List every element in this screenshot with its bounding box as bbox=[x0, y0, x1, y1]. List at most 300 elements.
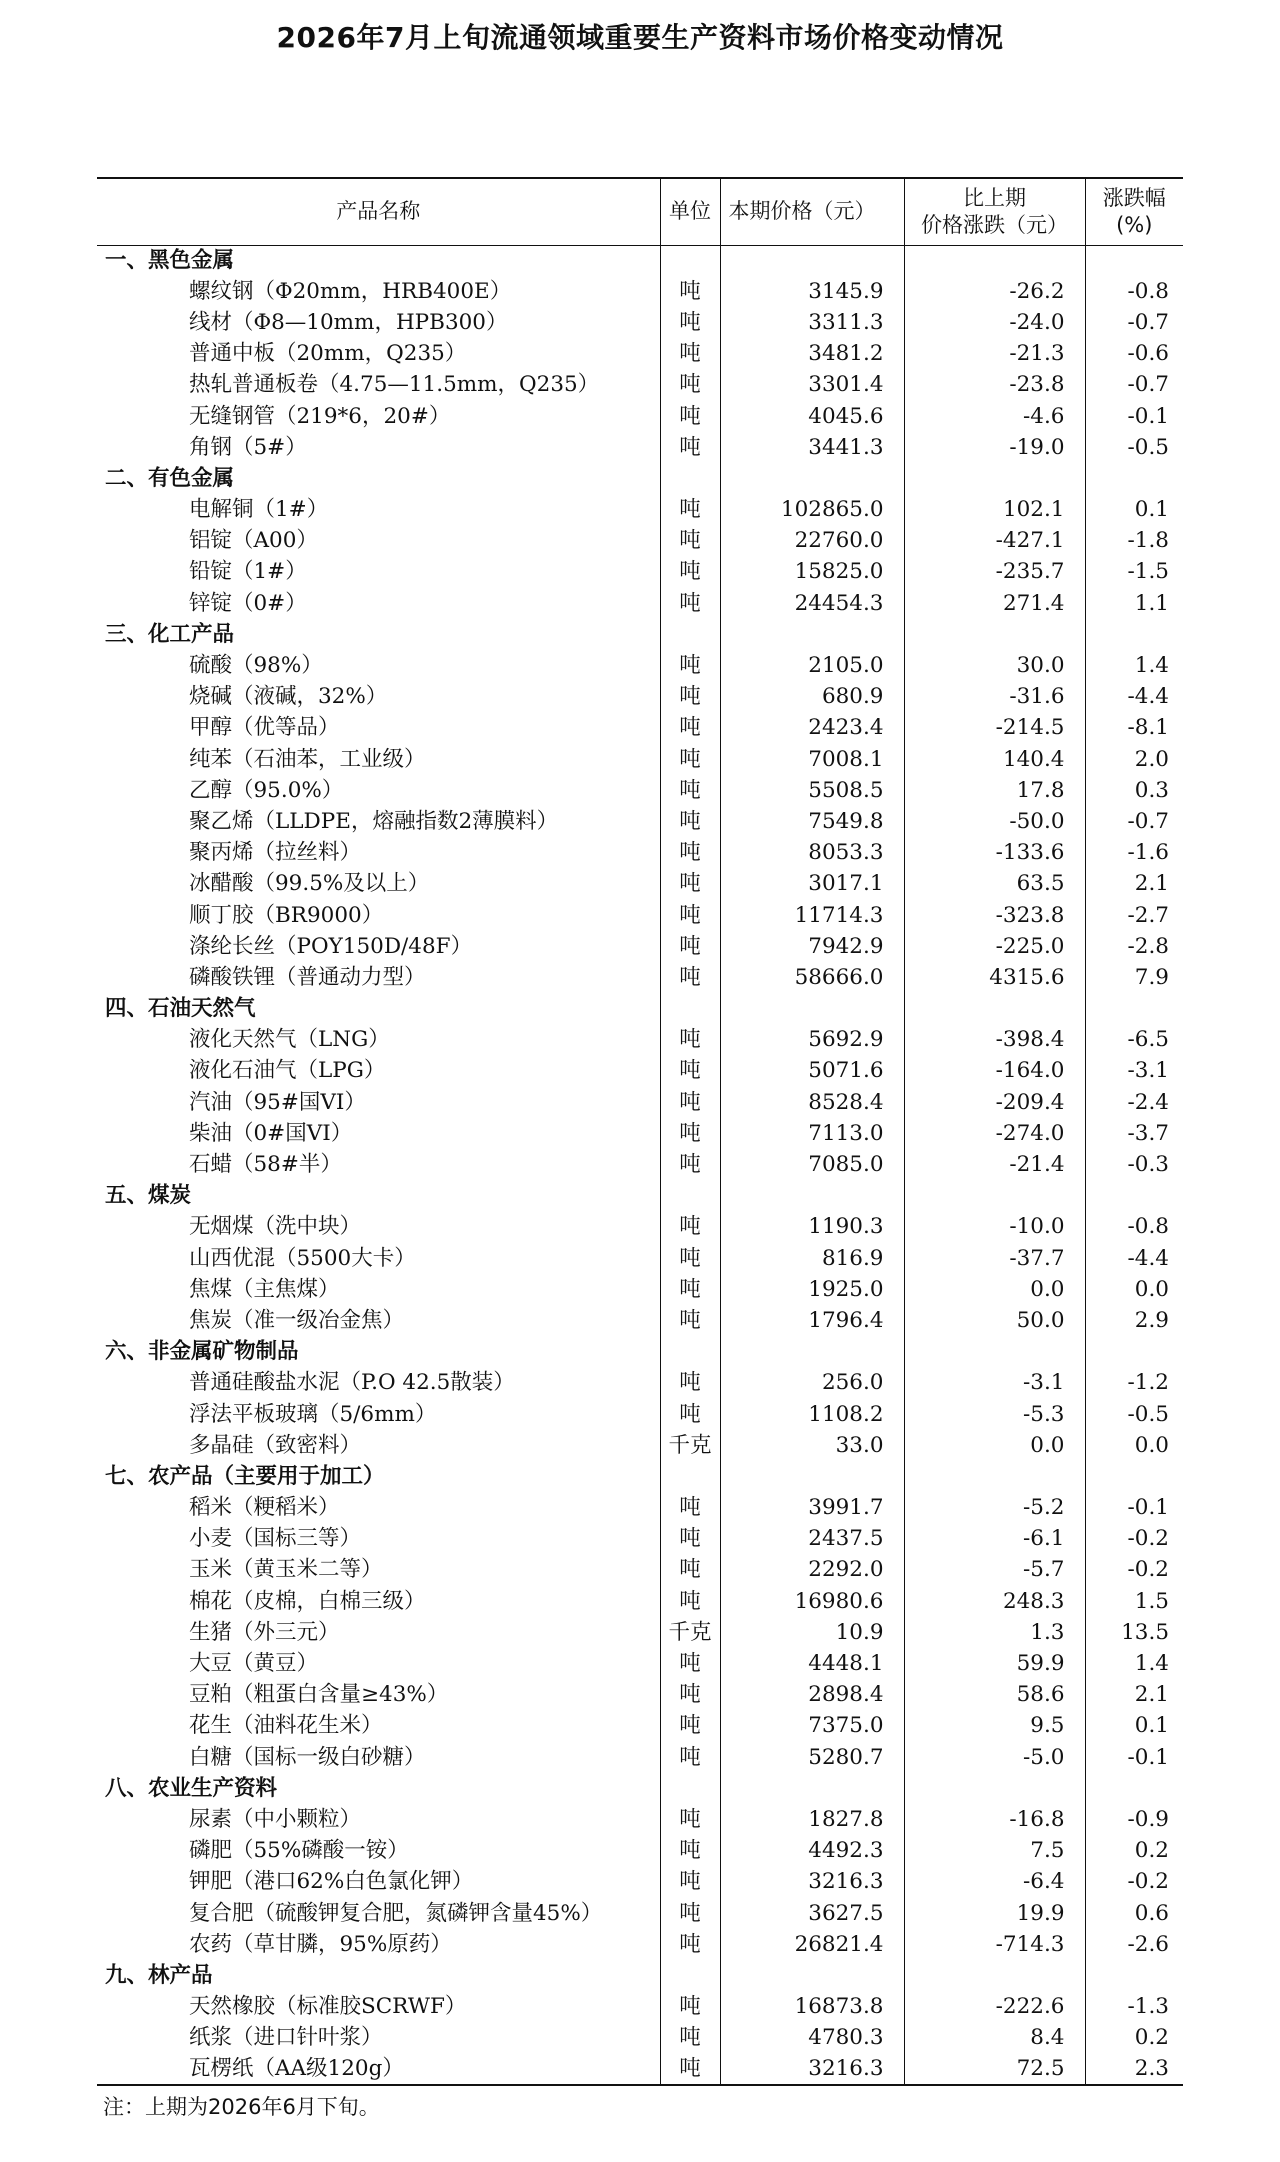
change-cell: 248.3 bbox=[904, 1586, 1085, 1617]
product-name: 花生（油料花生米） bbox=[97, 1711, 660, 1742]
table-row bbox=[97, 838, 1183, 869]
price-cell: 58666.0 bbox=[720, 962, 904, 993]
unit-cell: 吨 bbox=[660, 1867, 720, 1898]
pct-cell: 2.0 bbox=[1134, 746, 1169, 772]
price-cell: 4448.1 bbox=[720, 1648, 904, 1679]
price-cell: 26821.4 bbox=[720, 1929, 904, 1960]
pct-cell: -0.9 bbox=[1127, 1806, 1169, 1832]
pct-cell: 7.9 bbox=[1134, 964, 1169, 990]
pct-cell: -0.1 bbox=[1127, 1744, 1169, 1770]
table-row bbox=[97, 744, 1183, 775]
unit-cell: 吨 bbox=[660, 557, 720, 588]
table-row bbox=[97, 1742, 1183, 1773]
pct-cell: -2.8 bbox=[1127, 933, 1169, 959]
unit-cell: 吨 bbox=[660, 1025, 720, 1056]
product-name: 浮法平板玻璃（5/6mm） bbox=[97, 1399, 660, 1430]
pct-cell: 1.4 bbox=[1134, 653, 1169, 679]
price-cell: 1796.4 bbox=[720, 1305, 904, 1336]
empty-cell bbox=[720, 1337, 904, 1368]
price-cell: 1190.3 bbox=[720, 1212, 904, 1243]
product-name: 涤纶长丝（POY150D/48F） bbox=[97, 931, 660, 962]
unit-cell: 吨 bbox=[660, 1836, 720, 1867]
table-row bbox=[97, 495, 1183, 526]
price-cell: 10.9 bbox=[720, 1617, 904, 1648]
table-row bbox=[97, 432, 1183, 463]
product-name: 铅锭（1#） bbox=[97, 557, 660, 588]
table-header bbox=[97, 178, 1183, 245]
pct-cell: 0.1 bbox=[1134, 497, 1169, 523]
pct-cell: -3.1 bbox=[1127, 1058, 1169, 1084]
change-cell: 63.5 bbox=[904, 869, 1085, 900]
change-cell: -6.4 bbox=[904, 1867, 1085, 1898]
change-cell: 1.3 bbox=[904, 1617, 1085, 1648]
pct-cell: -0.1 bbox=[1127, 403, 1169, 429]
price-cell: 1827.8 bbox=[720, 1804, 904, 1835]
table-row bbox=[97, 682, 1183, 713]
change-cell: -323.8 bbox=[904, 900, 1085, 931]
unit-cell: 吨 bbox=[660, 838, 720, 869]
unit-cell: 吨 bbox=[660, 1056, 720, 1087]
table-row bbox=[97, 1305, 1183, 1336]
table-row bbox=[97, 869, 1183, 900]
empty-cell bbox=[660, 1337, 720, 1368]
change-cell: 8.4 bbox=[904, 2023, 1085, 2054]
unit-cell: 吨 bbox=[660, 1212, 720, 1243]
empty-cell bbox=[660, 463, 720, 494]
unit-cell: 吨 bbox=[660, 1804, 720, 1835]
table-row bbox=[97, 900, 1183, 931]
table-row bbox=[97, 806, 1183, 837]
price-cell: 3991.7 bbox=[720, 1493, 904, 1524]
empty-cell bbox=[1085, 1461, 1183, 1492]
product-name: 白糖（国标一级白砂糖） bbox=[97, 1742, 660, 1773]
header-price: 本期价格（元） bbox=[720, 178, 904, 245]
product-name: 小麦（国标三等） bbox=[97, 1524, 660, 1555]
price-cell: 7375.0 bbox=[720, 1711, 904, 1742]
unit-cell: 吨 bbox=[660, 339, 720, 370]
unit-cell: 吨 bbox=[660, 588, 720, 619]
table-row bbox=[97, 1711, 1183, 1742]
pct-cell: 0.0 bbox=[1134, 1276, 1169, 1302]
table-row bbox=[97, 1555, 1183, 1586]
table-row bbox=[97, 1867, 1183, 1898]
unit-cell: 吨 bbox=[660, 1929, 720, 1960]
header-change bbox=[904, 178, 1085, 245]
unit-cell: 吨 bbox=[660, 307, 720, 338]
empty-cell bbox=[1085, 1181, 1183, 1212]
product-name: 汽油（95#国VI） bbox=[97, 1087, 660, 1118]
change-cell: -31.6 bbox=[904, 682, 1085, 713]
empty-cell bbox=[660, 1960, 720, 1991]
unit-cell: 吨 bbox=[660, 1399, 720, 1430]
change-cell: -209.4 bbox=[904, 1087, 1085, 1118]
price-cell: 2105.0 bbox=[720, 650, 904, 681]
price-cell: 7085.0 bbox=[720, 1149, 904, 1180]
pct-cell: 0.3 bbox=[1134, 777, 1169, 803]
pct-cell: 2.3 bbox=[1085, 2054, 1183, 2085]
change-cell: -5.7 bbox=[904, 1555, 1085, 1586]
change-cell: -5.0 bbox=[904, 1742, 1085, 1773]
change-cell: -50.0 bbox=[904, 806, 1085, 837]
empty-cell bbox=[904, 994, 1085, 1025]
change-cell: -427.1 bbox=[904, 526, 1085, 557]
change-cell: -398.4 bbox=[904, 1025, 1085, 1056]
table-row bbox=[97, 276, 1183, 307]
pct-cell: -0.7 bbox=[1127, 309, 1169, 335]
empty-cell bbox=[660, 1461, 720, 1492]
table-body bbox=[97, 245, 1183, 2085]
price-cell: 1108.2 bbox=[720, 1399, 904, 1430]
product-name: 锌锭（0#） bbox=[97, 588, 660, 619]
pct-cell: 2.1 bbox=[1134, 871, 1169, 897]
table-row bbox=[97, 2054, 1183, 2085]
price-cell: 5692.9 bbox=[720, 1025, 904, 1056]
table-row bbox=[97, 1056, 1183, 1087]
change-cell: 0.0 bbox=[904, 1274, 1085, 1305]
price-cell: 5071.6 bbox=[720, 1056, 904, 1087]
unit-cell: 吨 bbox=[660, 1992, 720, 2023]
unit-cell: 吨 bbox=[660, 1493, 720, 1524]
product-name: 冰醋酸（99.5%及以上） bbox=[97, 869, 660, 900]
product-name: 石蜡（58#半） bbox=[97, 1149, 660, 1180]
change-cell: -5.2 bbox=[904, 1493, 1085, 1524]
product-name: 纸浆（进口针叶浆） bbox=[97, 2023, 660, 2054]
unit-cell: 吨 bbox=[660, 276, 720, 307]
product-name: 普通中板（20mm，Q235） bbox=[97, 339, 660, 370]
pct-cell: -1.5 bbox=[1127, 559, 1169, 585]
pct-cell: -8.1 bbox=[1127, 715, 1169, 741]
product-name: 豆粕（粗蛋白含量≥43%） bbox=[97, 1680, 660, 1711]
price-cell: 3216.3 bbox=[720, 2054, 904, 2085]
table-row bbox=[97, 1648, 1183, 1679]
product-name: 焦煤（主焦煤） bbox=[97, 1274, 660, 1305]
change-cell: -714.3 bbox=[904, 1929, 1085, 1960]
empty-cell bbox=[904, 1960, 1085, 1991]
price-cell: 7113.0 bbox=[720, 1118, 904, 1149]
product-name: 尿素（中小颗粒） bbox=[97, 1804, 660, 1835]
price-cell: 5280.7 bbox=[720, 1742, 904, 1773]
pct-cell: -3.7 bbox=[1127, 1120, 1169, 1146]
section-row bbox=[97, 1960, 1183, 1991]
price-cell: 2437.5 bbox=[720, 1524, 904, 1555]
price-table bbox=[97, 177, 1183, 2086]
change-cell: -23.8 bbox=[904, 370, 1085, 401]
pct-cell: -0.5 bbox=[1127, 1401, 1169, 1427]
product-name: 稻米（粳稻米） bbox=[97, 1493, 660, 1524]
product-name: 无烟煤（洗中块） bbox=[97, 1212, 660, 1243]
pct-cell: -0.7 bbox=[1127, 808, 1169, 834]
price-cell: 2898.4 bbox=[720, 1680, 904, 1711]
table-row bbox=[97, 1617, 1183, 1648]
change-cell: 19.9 bbox=[904, 1898, 1085, 1929]
unit-cell: 吨 bbox=[660, 1648, 720, 1679]
pct-cell: -0.2 bbox=[1127, 1869, 1169, 1895]
pct-cell: -0.3 bbox=[1127, 1152, 1169, 1178]
unit-cell: 吨 bbox=[660, 1742, 720, 1773]
unit-cell: 吨 bbox=[660, 650, 720, 681]
product-name: 乙醇（95.0%） bbox=[97, 775, 660, 806]
unit-cell: 吨 bbox=[660, 1149, 720, 1180]
pct-cell: 2.1 bbox=[1134, 1682, 1169, 1708]
table-row bbox=[97, 2023, 1183, 2054]
price-cell: 24454.3 bbox=[720, 588, 904, 619]
product-name: 玉米（黄玉米二等） bbox=[97, 1555, 660, 1586]
price-cell: 15825.0 bbox=[720, 557, 904, 588]
table-row bbox=[97, 1992, 1183, 2023]
section-row bbox=[97, 619, 1183, 650]
header-pct-line2: (%) bbox=[1116, 212, 1153, 237]
price-cell: 3627.5 bbox=[720, 1898, 904, 1929]
section-row bbox=[97, 1337, 1183, 1368]
section-row bbox=[97, 1461, 1183, 1492]
unit-cell: 吨 bbox=[660, 1898, 720, 1929]
footnote: 注：上期为2026年6月下旬。 bbox=[103, 2095, 380, 2119]
table-row bbox=[97, 1524, 1183, 1555]
change-cell: -21.3 bbox=[904, 339, 1085, 370]
pct-cell: -0.7 bbox=[1127, 372, 1169, 398]
pct-cell: -2.4 bbox=[1127, 1089, 1169, 1115]
change-cell: 72.5 bbox=[904, 2054, 1085, 2085]
change-cell: -222.6 bbox=[904, 1992, 1085, 2023]
section-row bbox=[97, 1773, 1183, 1804]
empty-cell bbox=[1085, 245, 1183, 276]
section-title: 五、煤炭 bbox=[97, 1181, 660, 1212]
empty-cell bbox=[1085, 463, 1183, 494]
change-cell: -10.0 bbox=[904, 1212, 1085, 1243]
pct-cell: -4.4 bbox=[1127, 1245, 1169, 1271]
product-name: 磷酸铁锂（普通动力型） bbox=[97, 962, 660, 993]
product-name: 天然橡胶（标准胶SCRWF） bbox=[97, 1992, 660, 2023]
product-name: 甲醇（优等品） bbox=[97, 713, 660, 744]
table-row bbox=[97, 775, 1183, 806]
product-name: 农药（草甘膦，95%原药） bbox=[97, 1929, 660, 1960]
section-title: 六、非金属矿物制品 bbox=[97, 1337, 660, 1368]
unit-cell: 千克 bbox=[660, 1617, 720, 1648]
product-name: 顺丁胶（BR9000） bbox=[97, 900, 660, 931]
change-cell: 30.0 bbox=[904, 650, 1085, 681]
product-name: 硫酸（98%） bbox=[97, 650, 660, 681]
unit-cell: 吨 bbox=[660, 495, 720, 526]
product-name: 钾肥（港口62%白色氯化钾） bbox=[97, 1867, 660, 1898]
unit-cell: 吨 bbox=[660, 432, 720, 463]
section-title: 九、林产品 bbox=[97, 1960, 660, 1991]
section-row bbox=[97, 1181, 1183, 1212]
table-row bbox=[97, 1898, 1183, 1929]
pct-cell: -0.2 bbox=[1127, 1526, 1169, 1552]
table-row bbox=[97, 962, 1183, 993]
pct-cell: 13.5 bbox=[1121, 1619, 1169, 1645]
empty-cell bbox=[660, 245, 720, 276]
unit-cell: 吨 bbox=[660, 1274, 720, 1305]
unit-cell: 吨 bbox=[660, 1711, 720, 1742]
product-name: 聚丙烯（拉丝料） bbox=[97, 838, 660, 869]
empty-cell bbox=[904, 1773, 1085, 1804]
pct-cell: 0.1 bbox=[1134, 1713, 1169, 1739]
unit-cell: 吨 bbox=[660, 1680, 720, 1711]
change-cell: -24.0 bbox=[904, 307, 1085, 338]
product-name: 无缝钢管（219*6，20#） bbox=[97, 401, 660, 432]
product-name: 线材（Φ8—10mm，HPB300） bbox=[97, 307, 660, 338]
pct-cell: -1.6 bbox=[1127, 840, 1169, 866]
section-title: 七、农产品（主要用于加工） bbox=[97, 1461, 660, 1492]
section-row bbox=[97, 994, 1183, 1025]
unit-cell: 吨 bbox=[660, 1555, 720, 1586]
price-cell: 8053.3 bbox=[720, 838, 904, 869]
table-row bbox=[97, 713, 1183, 744]
pct-cell: 0.6 bbox=[1134, 1900, 1169, 1926]
empty-cell bbox=[720, 1461, 904, 1492]
empty-cell bbox=[904, 1181, 1085, 1212]
empty-cell bbox=[904, 1337, 1085, 1368]
pct-cell: -0.6 bbox=[1127, 341, 1169, 367]
pct-cell: -1.8 bbox=[1127, 528, 1169, 554]
pct-cell: -1.2 bbox=[1127, 1370, 1169, 1396]
section-row bbox=[97, 463, 1183, 494]
change-cell: 58.6 bbox=[904, 1680, 1085, 1711]
empty-cell bbox=[904, 619, 1085, 650]
header-unit: 单位 bbox=[660, 178, 720, 245]
page-title: 2026年7月上旬流通领域重要生产资料市场价格变动情况 bbox=[276, 21, 1004, 54]
product-name: 聚乙烯（LLDPE，熔融指数2薄膜料） bbox=[97, 806, 660, 837]
pct-cell: 1.5 bbox=[1134, 1588, 1169, 1614]
empty-cell bbox=[720, 619, 904, 650]
unit-cell: 吨 bbox=[660, 744, 720, 775]
table-row bbox=[97, 1087, 1183, 1118]
table-row bbox=[97, 1680, 1183, 1711]
table-row bbox=[97, 307, 1183, 338]
product-name: 纯苯（石油苯，工业级） bbox=[97, 744, 660, 775]
unit-cell: 吨 bbox=[660, 775, 720, 806]
change-cell: -164.0 bbox=[904, 1056, 1085, 1087]
empty-cell bbox=[720, 1181, 904, 1212]
unit-cell: 吨 bbox=[660, 806, 720, 837]
unit-cell: 吨 bbox=[660, 900, 720, 931]
unit-cell: 吨 bbox=[660, 713, 720, 744]
change-cell: 4315.6 bbox=[904, 962, 1085, 993]
empty-cell bbox=[660, 1181, 720, 1212]
product-name: 大豆（黄豆） bbox=[97, 1648, 660, 1679]
change-cell: -19.0 bbox=[904, 432, 1085, 463]
table-row bbox=[97, 1243, 1183, 1274]
unit-cell: 吨 bbox=[660, 682, 720, 713]
table-row bbox=[97, 1430, 1183, 1461]
price-cell: 7942.9 bbox=[720, 931, 904, 962]
product-name: 液化天然气（LNG） bbox=[97, 1025, 660, 1056]
change-cell: 271.4 bbox=[904, 588, 1085, 619]
table-row bbox=[97, 588, 1183, 619]
change-cell: -16.8 bbox=[904, 1804, 1085, 1835]
product-name: 电解铜（1#） bbox=[97, 495, 660, 526]
unit-cell: 吨 bbox=[660, 1368, 720, 1399]
pct-cell: 0.0 bbox=[1134, 1432, 1169, 1458]
unit-cell: 吨 bbox=[660, 526, 720, 557]
change-cell: 17.8 bbox=[904, 775, 1085, 806]
pct-cell: 1.4 bbox=[1134, 1651, 1169, 1677]
unit-cell: 吨 bbox=[660, 1087, 720, 1118]
price-cell: 7549.8 bbox=[720, 806, 904, 837]
change-cell: 7.5 bbox=[904, 1836, 1085, 1867]
table-row bbox=[97, 557, 1183, 588]
pct-cell: 0.2 bbox=[1134, 2025, 1169, 2051]
price-cell: 816.9 bbox=[720, 1243, 904, 1274]
table-row bbox=[97, 1118, 1183, 1149]
change-cell: 102.1 bbox=[904, 495, 1085, 526]
price-cell: 4492.3 bbox=[720, 1836, 904, 1867]
empty-cell bbox=[904, 463, 1085, 494]
pct-cell: 2.9 bbox=[1134, 1307, 1169, 1333]
price-cell: 8528.4 bbox=[720, 1087, 904, 1118]
pct-cell: -2.7 bbox=[1127, 902, 1169, 928]
empty-cell bbox=[1085, 1337, 1183, 1368]
table-row bbox=[97, 1399, 1183, 1430]
section-title: 四、石油天然气 bbox=[97, 994, 660, 1025]
product-name: 烧碱（液碱，32%） bbox=[97, 682, 660, 713]
section-row bbox=[97, 245, 1183, 276]
price-cell: 3301.4 bbox=[720, 370, 904, 401]
section-title: 一、黑色金属 bbox=[97, 245, 660, 276]
empty-cell bbox=[720, 1773, 904, 1804]
unit-cell: 吨 bbox=[660, 1305, 720, 1336]
table-row bbox=[97, 1149, 1183, 1180]
empty-cell bbox=[720, 1960, 904, 1991]
price-cell: 3216.3 bbox=[720, 1867, 904, 1898]
change-cell: -274.0 bbox=[904, 1118, 1085, 1149]
price-cell: 2292.0 bbox=[720, 1555, 904, 1586]
product-name: 焦炭（准一级冶金焦） bbox=[97, 1305, 660, 1336]
unit-cell: 千克 bbox=[660, 1430, 720, 1461]
price-cell: 22760.0 bbox=[720, 526, 904, 557]
empty-cell bbox=[1085, 994, 1183, 1025]
unit-cell: 吨 bbox=[660, 1586, 720, 1617]
price-cell: 1925.0 bbox=[720, 1274, 904, 1305]
empty-cell bbox=[660, 1773, 720, 1804]
section-title: 三、化工产品 bbox=[97, 619, 660, 650]
unit-cell: 吨 bbox=[660, 2054, 720, 2085]
price-cell: 102865.0 bbox=[720, 495, 904, 526]
pct-cell: -1.3 bbox=[1127, 1994, 1169, 2020]
empty-cell bbox=[1085, 619, 1183, 650]
change-cell: -225.0 bbox=[904, 931, 1085, 962]
change-cell: -3.1 bbox=[904, 1368, 1085, 1399]
table-row bbox=[97, 401, 1183, 432]
price-cell: 680.9 bbox=[720, 682, 904, 713]
change-cell: 50.0 bbox=[904, 1305, 1085, 1336]
product-name: 棉花（皮棉，白棉三级） bbox=[97, 1586, 660, 1617]
unit-cell: 吨 bbox=[660, 869, 720, 900]
unit-cell: 吨 bbox=[660, 1243, 720, 1274]
table-row bbox=[97, 650, 1183, 681]
table-row bbox=[97, 1586, 1183, 1617]
table-row bbox=[97, 1929, 1183, 1960]
table-row bbox=[97, 526, 1183, 557]
product-name: 柴油（0#国VI） bbox=[97, 1118, 660, 1149]
pct-cell: -0.2 bbox=[1127, 1557, 1169, 1583]
product-name: 铝锭（A00） bbox=[97, 526, 660, 557]
price-cell: 16980.6 bbox=[720, 1586, 904, 1617]
table-row bbox=[97, 1368, 1183, 1399]
price-cell: 3145.9 bbox=[720, 276, 904, 307]
table-row bbox=[97, 1025, 1183, 1056]
pct-cell: -0.8 bbox=[1127, 1214, 1169, 1240]
header-change-line1: 比上期 bbox=[963, 185, 1026, 210]
product-name: 普通硅酸盐水泥（P.O 42.5散装） bbox=[97, 1368, 660, 1399]
header-pct-line1: 涨跌幅 bbox=[1102, 185, 1166, 210]
product-name: 热轧普通板卷（4.75—11.5mm，Q235） bbox=[97, 370, 660, 401]
header-change-line2: 价格涨跌（元） bbox=[921, 212, 1068, 237]
price-cell: 3441.3 bbox=[720, 432, 904, 463]
price-cell: 4045.6 bbox=[720, 401, 904, 432]
empty-cell bbox=[720, 245, 904, 276]
